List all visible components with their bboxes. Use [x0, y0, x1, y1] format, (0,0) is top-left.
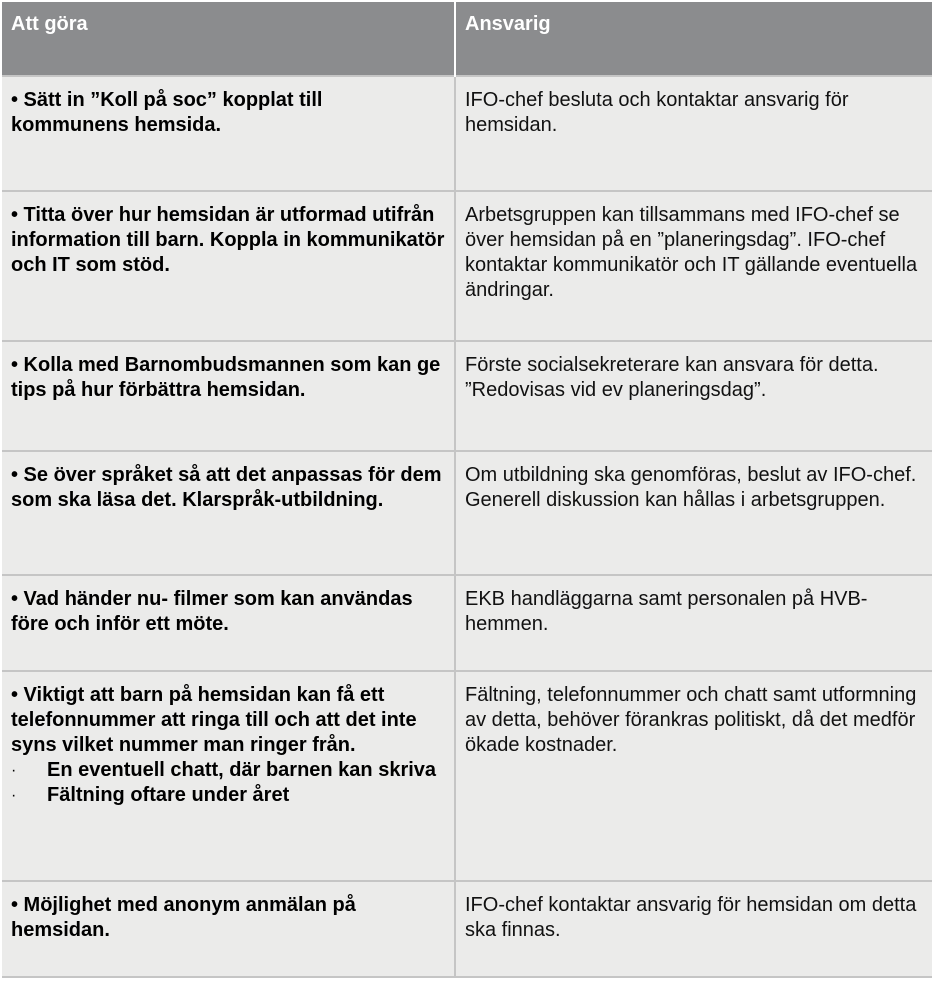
header-ansvarig: Ansvarig: [455, 2, 932, 76]
table-row: [2, 575, 932, 671]
task-cell: • Titta över hur hemsidan är utformad utifrån information till barn. Koppla in kommunikatör och IT som stöd.: [2, 191, 455, 341]
owner-cell: Förste socialsekreterare kan ansvara för detta. ”Redovisas vid ev planeringsdag”.: [455, 341, 932, 451]
task-text: • Viktigt att barn på hemsidan kan få ett telefonnummer att ringa till och att det inte syns vilket nummer man ringer från.: [11, 684, 417, 756]
task-cell: • Sätt in ”Koll på soc” kopplat till kommunens hemsida.: [2, 76, 455, 191]
owner-cell: Om utbildning ska genomföras, beslut av IFO-chef. Generell diskussion kan hållas i arbetsgruppen.: [455, 451, 932, 575]
owner-cell: Fältning, telefonnummer och chatt samt utformning av detta, behöver förankras politiskt, då det medför ökade kostnader.: [455, 671, 932, 881]
table-row: [2, 76, 932, 191]
table-row: [2, 881, 932, 977]
owner-cell: IFO-chef kontaktar ansvarig för hemsidan om detta ska finnas.: [455, 881, 932, 977]
task-cell: • Kolla med Barnombudsmannen som kan ge tips på hur förbättra hemsidan.: [2, 341, 455, 451]
table-row: [2, 671, 932, 881]
owner-cell: IFO-chef besluta och kontaktar ansvarig för hemsidan.: [455, 76, 932, 191]
owner-cell: Arbetsgruppen kan tillsammans med IFO-chef se över hemsidan på en ”planeringsdag”. IFO-chef kontaktar kommunikatör och IT gällande eventuella ändringar.: [455, 191, 932, 341]
table-row: [2, 191, 932, 341]
header-att-gora: Att göra: [2, 2, 455, 76]
task-cell: [2, 671, 455, 881]
task-cell: • Se över språket så att det anpassas för dem som ska läsa det. Klarspråk-utbildning.: [2, 451, 455, 575]
sub-bullet: ·: [11, 762, 17, 779]
sub-bullet: ·: [11, 787, 17, 804]
sub-list-item: [11, 758, 445, 783]
action-table: [2, 2, 932, 978]
task-cell: • Vad händer nu- filmer som kan användas före och inför ett möte.: [2, 575, 455, 671]
table-row: [2, 451, 932, 575]
task-cell: • Möjlighet med anonym anmälan på hemsidan.: [2, 881, 455, 977]
table-row: [2, 341, 932, 451]
header-row: [2, 2, 932, 76]
sub-list-item: [11, 783, 445, 808]
owner-cell: EKB handläggarna samt personalen på HVB-hemmen.: [455, 575, 932, 671]
sub-item-text: En eventuell chatt, där barnen kan skriva: [47, 759, 437, 781]
sub-item-text: Fältning oftare under året: [47, 784, 290, 806]
